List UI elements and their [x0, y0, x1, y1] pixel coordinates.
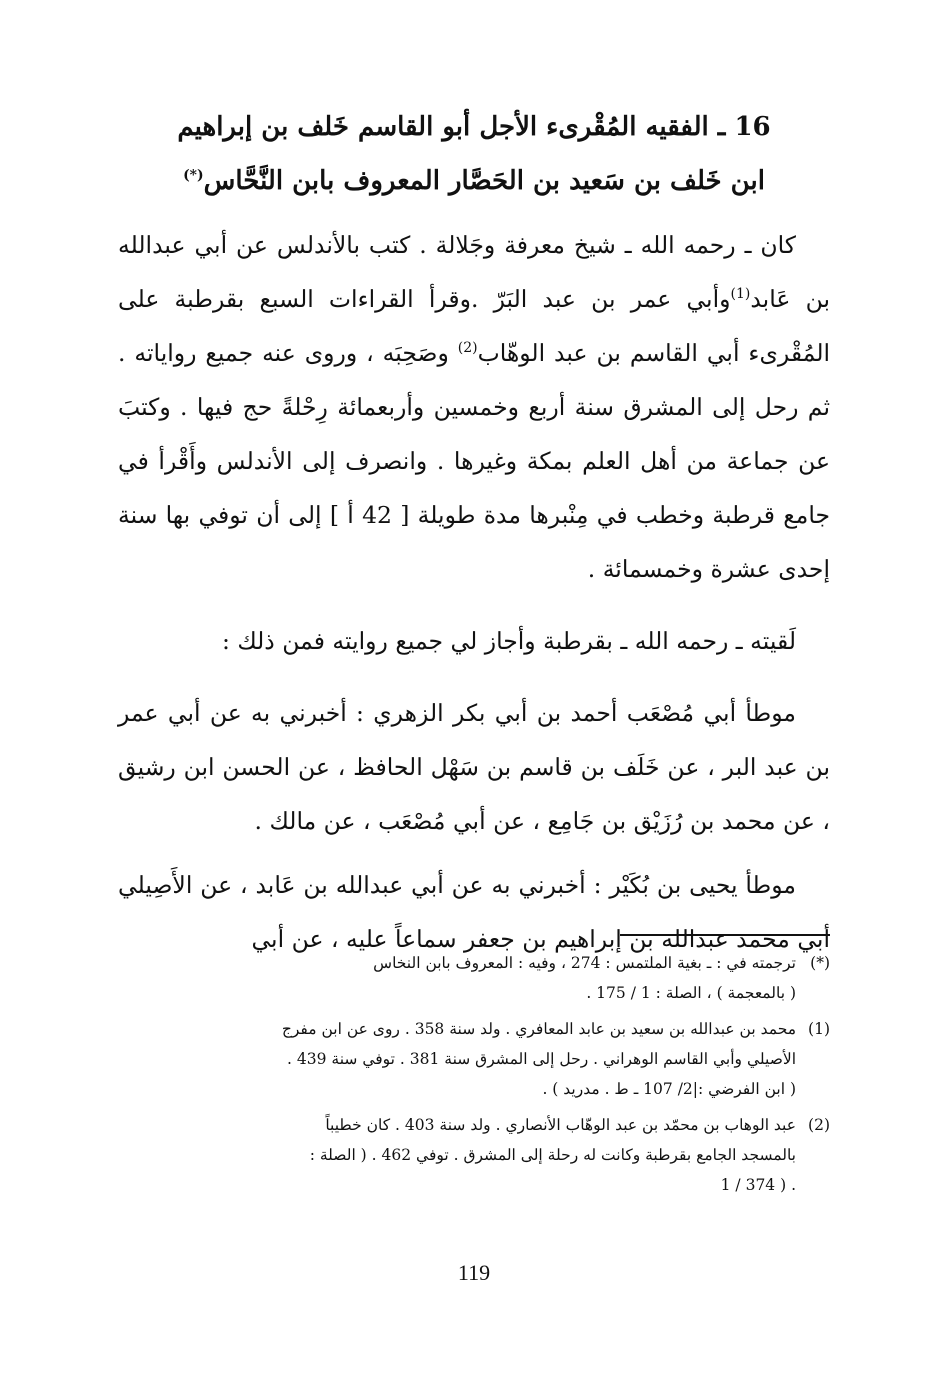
- biography-part-2: وأبي عمر بن عبد البَرّ .وقرأ القراءات السبع بقرطبة على المُقْرىء أبي القاسم بن عبد الوهّاب: [118, 285, 831, 367]
- paragraph-biography: [118, 218, 830, 596]
- footnote-2: [118, 1110, 830, 1200]
- heading-footnote-marker: (*): [183, 167, 204, 184]
- paragraph-meeting: لَقيته ـ رحمه الله ـ بقرطبة وأجاز لي جميع روايته فمن ذلك :: [221, 627, 796, 655]
- footnote-line: . ( 374 / 1: [720, 1176, 796, 1194]
- footnote-line: محمد بن عبدالله بن سعيد بن عابد المعافري . ولد سنة 358 . روى عن ابن مفرج: [281, 1020, 796, 1038]
- footnote-text: [118, 948, 796, 1008]
- footnote-mark: (1): [808, 1020, 830, 1038]
- paragraph-muwatta-yahya: موطأ يحيى بن بُكَيْر : أخبرني به عن أبي عبدالله بن عَابد ، عن الأَصِيلي أبي محمد عبدالله بن إبراهيم بن جعفر سماعاً عليه ، عن أبي: [118, 871, 830, 953]
- page-number: 119: [457, 1260, 491, 1285]
- main-text: [118, 218, 830, 966]
- footnote-line: الأصيلي وأبي القاسم الوهراني . رحل إلى المشرق سنة 381 . توفي سنة 439 .: [287, 1050, 796, 1068]
- heading-line-2-text: ابن خَلف بن سَعيد بن الحَصَّار المعروف بابن النَّحَّاس: [203, 166, 765, 196]
- footnote-text: [118, 1014, 796, 1104]
- footnote-star: [118, 948, 830, 1008]
- entry-heading: [118, 100, 830, 208]
- footnote-text: [118, 1110, 796, 1200]
- footnote-separator: [620, 934, 830, 936]
- footnote-mark: (2): [808, 1116, 830, 1134]
- footnote-line: ترجمته في : ـ بغية الملتمس : 274 ، وفيه : المعروف بابن النخاس: [373, 954, 796, 972]
- footnote-line: بالمسجد الجامع بقرطبة وكانت له رحلة إلى المشرق . توفي 462 . ( الصلة :: [309, 1146, 796, 1164]
- footnote-1: [118, 1014, 830, 1104]
- book-page: [118, 100, 830, 1330]
- footnote-line: عبد الوهاب بن محمّد بن عبد الوهّاب الأنصاري . ولد سنة 403 . كان خطيباً: [325, 1116, 796, 1134]
- footnote-ref-2: (2): [457, 340, 478, 357]
- paragraph-muwatta-abi-musab: موطأ أبي مُصْعَب أحمد بن أبي بكر الزهري : أخبرني به عن أبي عمر بن عبد البر ، عن خَلَف بن قاسم بن سَهْل الحافظ ، عن الحسن ابن رشيق ، عن محمد بن رُزَيْق بن جَامِع ، عن أبي مُصْعَب ، عن مالك .: [118, 699, 830, 835]
- footnote-mark: (*): [810, 954, 830, 972]
- heading-line-1: 16 ـ الفقيه المُقْرىء الأجل أبو القاسم خَلف بن إبراهيم: [177, 112, 771, 142]
- footnotes: [118, 948, 830, 1206]
- footnote-ref-1: (1): [730, 286, 751, 303]
- biography-part-3: وصَحِبَه ، وروى عنه جميع رواياته . ثم رحل إلى المشرق سنة أربع وخمسين وأربعمائة رِحْلةً حج فيها . وكتبَ عن جماعة من أهل العلم بمكة وغيرها . وانصرف إلى الأندلس وأَقْرأ في جامع قرطبة وخطب في مِنْبرها مدة طويلة [ 42 أ ] إلى أن توفي بها سنة إحدى عشرة وخمسمائة .: [118, 339, 831, 583]
- biography-part-1: كان ـ رحمه الله ـ شيخ معرفة وجَلالة . كتب بالأندلس عن أبي عبدالله بن عَابد: [118, 231, 830, 313]
- footnote-line: ( بالمعجمة ) ، الصلة : 1 / 175 .: [586, 984, 796, 1002]
- footnote-line: ( ابن الفرضي :|2/ 107 ـ ط . مدريد ) .: [542, 1080, 796, 1098]
- heading-line-2: [118, 154, 830, 208]
